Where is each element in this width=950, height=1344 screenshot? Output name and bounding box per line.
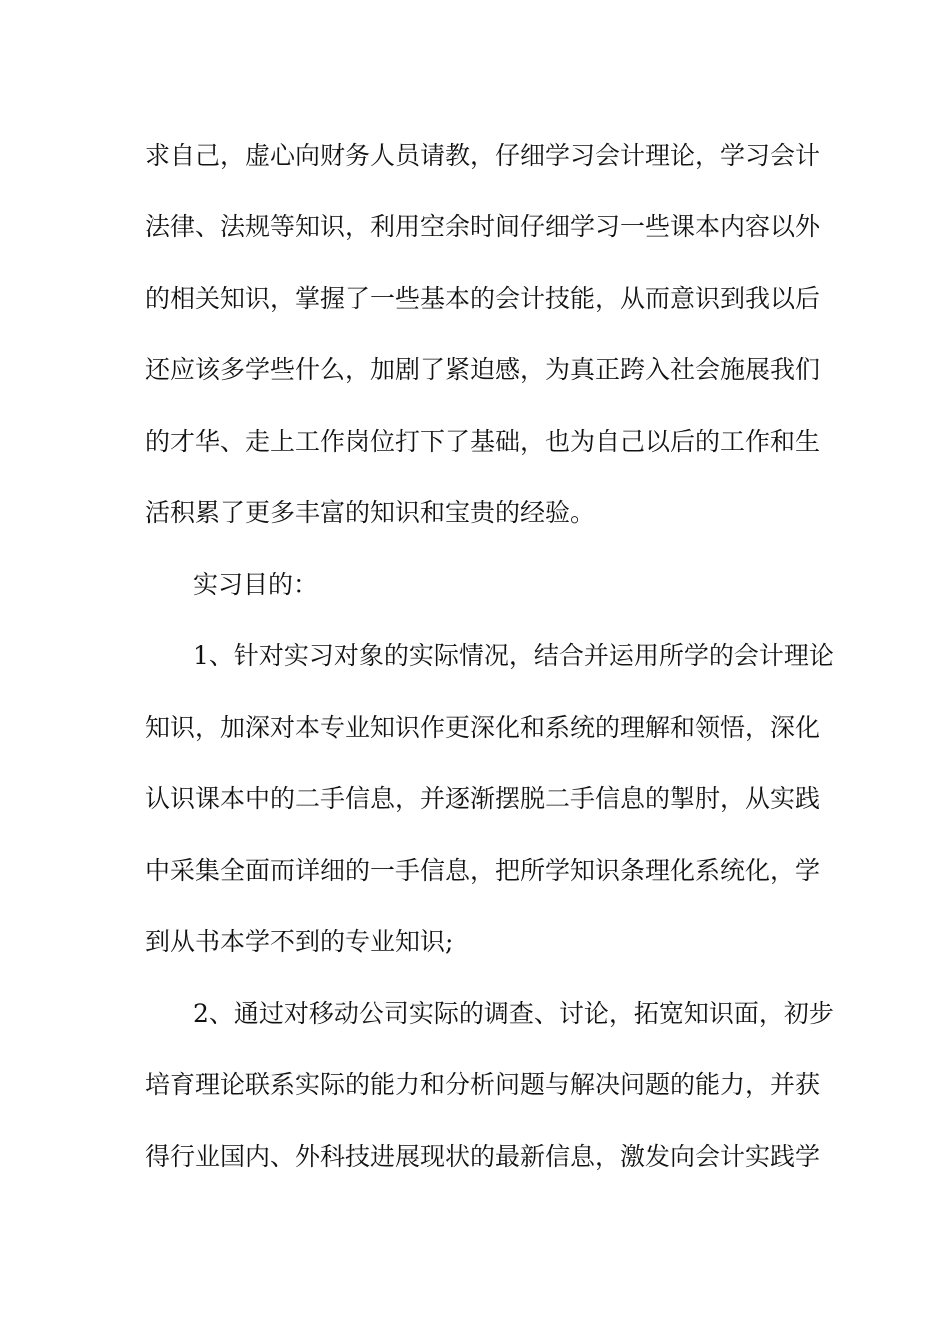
paragraph-line: 的才华、走上工作岗位打下了基础，也为自己以后的工作和生 xyxy=(145,427,821,456)
paragraph-line: 法律、法规等知识，利用空余时间仔细学习一些课本内容以外 xyxy=(145,212,821,241)
section-heading: 实习目的： xyxy=(193,570,319,599)
paragraph-line: 得行业国内、外科技进展现状的最新信息，激发向会计实践学 xyxy=(145,1142,821,1171)
paragraph-line: 培育理论联系实际的能力和分析问题与解决问题的能力，并获 xyxy=(145,1070,821,1099)
paragraph-line: 还应该多学些什么，加剧了紧迫感，为真正跨入社会施展我们 xyxy=(145,355,821,384)
paragraph-line: 活积累了更多丰富的知识和宝贵的经验。 xyxy=(145,498,596,527)
paragraph-line: 1、针对实习对象的实际情况，结合并运用所学的会计理论 xyxy=(193,641,834,670)
paragraph-line: 到从书本学不到的专业知识; xyxy=(145,927,454,956)
paragraph-line: 的相关知识，掌握了一些基本的会计技能，从而意识到我以后 xyxy=(145,284,821,313)
paragraph-line: 中采集全面而详细的一手信息，把所学知识条理化系统化，学 xyxy=(145,856,821,885)
paragraph-line: 知识，加深对本专业知识作更深化和系统的理解和领悟，深化 xyxy=(145,713,821,742)
paragraph-line: 求自己，虚心向财务人员请教，仔细学习会计理论，学习会计 xyxy=(145,141,821,170)
paragraph-line: 认识课本中的二手信息，并逐渐摆脱二手信息的掣肘，从实践 xyxy=(145,784,821,813)
paragraph-line: 2、通过对移动公司实际的调查、讨论，拓宽知识面，初步 xyxy=(193,999,834,1028)
